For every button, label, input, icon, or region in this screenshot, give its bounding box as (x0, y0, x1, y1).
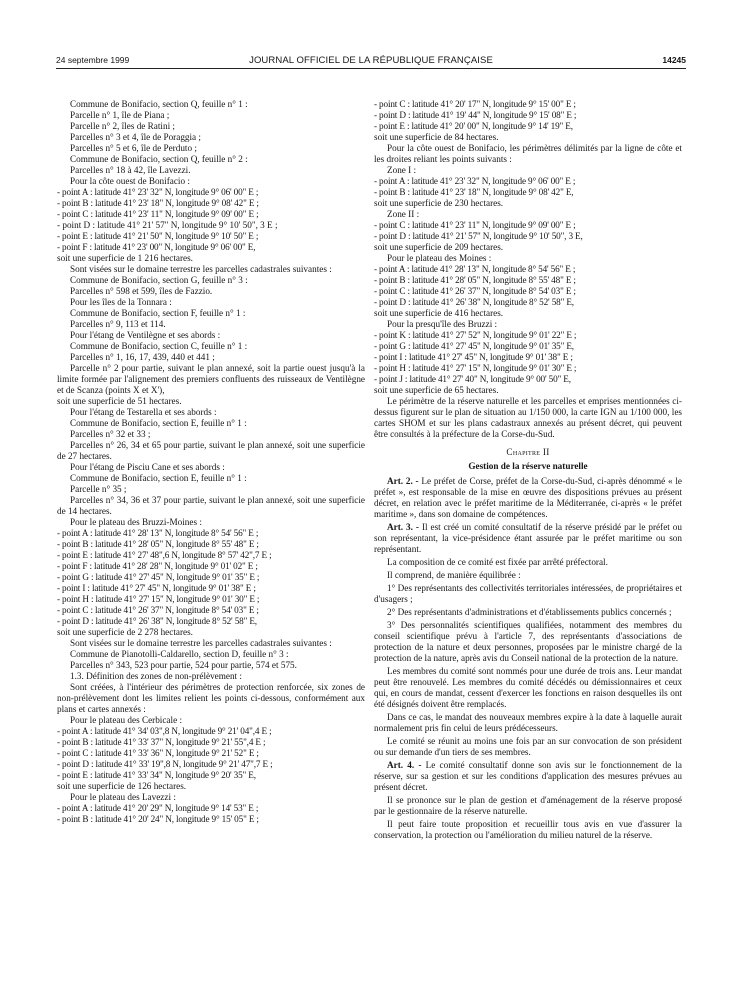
paragraph: soit une superficie de 416 hectares. (374, 308, 504, 318)
section-heading: 1.3. Définition des zones de non-prélèvement : (70, 671, 242, 681)
paragraph: Commune de Bonifacio, section Q, feuille n° 2 : (70, 154, 248, 164)
coordinate-line: - point A : latitude 41° 34' 03",8 N, longitude 9° 21' 04",4 E ; (57, 726, 272, 736)
paragraph: Parcelles n° 9, 113 et 114. (70, 319, 166, 329)
coordinate-line: - point B : latitude 41° 23' 18" N, longitude 9° 08' 42" E ; (57, 198, 259, 208)
coordinate-line: - point H : latitude 41° 27' 15" N, longitude 9° 01' 30" E ; (57, 594, 260, 604)
paragraph: Commune de Bonifacio, section G, feuille n° 3 : (70, 275, 248, 285)
paragraph: Il comprend, de manière équilibrée : (387, 570, 521, 580)
paragraph: Pour les îles de la Tonnara : (70, 297, 172, 307)
paragraph: Pour l'étang de Testarella et ses abords : (70, 407, 217, 417)
paragraph: Parcelles n° 32 et 33 ; (70, 429, 151, 439)
coordinate-line: - point D : latitude 41° 19' 44" N, longitude 9° 15' 08" E ; (374, 110, 577, 120)
paragraph: La composition de ce comité est fixée par arrêté préfectoral. (387, 557, 608, 567)
coordinate-line: - point F : latitude 41° 28' 28" N, longitude 9° 01' 02" E ; (57, 561, 258, 571)
paragraph: Commune de Bonifacio, section E, feuille n° 1 : (70, 418, 247, 428)
coordinate-line: - point E : latitude 41° 20' 00" N, longitude 9° 14' 19" E, (374, 121, 573, 131)
right-column (374, 99, 682, 841)
paragraph: Le périmètre de la réserve naturelle et les parcelles et emprises mentionnées ci-dessus figurent sur le plan de situation au 1/150 000, la carte IGN au 1/100 000, les cartes SHOM et sur les plans cadastraux annexés au présent décret, qui peuvent être consultés à la préfecture de la Corse-du-Sud. (374, 396, 682, 439)
paragraph: Pour la côte ouest de Bonifacio : (70, 176, 190, 186)
coordinate-line: - point B : latitude 41° 20' 24" N, longitude 9° 15' 05" E ; (57, 814, 259, 824)
paragraph: Commune de Bonifacio, section C, feuille n° 1 : (70, 341, 248, 351)
coordinate-line: - point D : latitude 41° 21' 57" N, longitude 9° 10' 50", 3 E ; (57, 220, 278, 230)
coordinate-line: - point J : latitude 41° 27' 40" N, longitude 9° 00' 50" E, (374, 374, 571, 384)
paragraph: soit une superficie de 2 278 hectares. (57, 627, 193, 637)
paragraph: Commune de Pianotolli-Caldarello, section D, feuille n° 3 : (70, 649, 289, 659)
paragraph: Pour le plateau des Lavezzi : (70, 792, 176, 802)
article-paragraph (374, 760, 682, 793)
coordinate-line: - point C : latitude 41° 23' 11" N, longitude 9° 09' 00" E ; (57, 209, 259, 219)
paragraph: Pour le plateau des Bruzzi-Moines : (70, 517, 202, 527)
paragraph: Pour la côte ouest de Bonifacio, les périmètres délimités par la ligne de côte et les droites reliant les points suivants : (374, 143, 682, 164)
article-text: Le comité consultatif donne son avis sur le fonctionnement de la réserve, sur sa gestion et sur les conditions d'application des mesures prévues au présent décret. (374, 760, 682, 792)
coordinate-line: - point I : latitude 41° 27' 45" N, longitude 9° 01' 38" E ; (374, 352, 573, 362)
coordinate-line: - point C : latitude 41° 26' 37" N, longitude 8° 54' 03" E ; (57, 605, 259, 615)
paragraph: soit une superficie de 230 hectares. (374, 198, 504, 208)
coordinate-line: - point A : latitude 41° 28' 13" N, longitude 8° 54' 56" E ; (374, 264, 576, 274)
header-date: 24 septembre 1999 (56, 55, 130, 65)
paragraph: soit une superficie de 209 hectares. (374, 242, 504, 252)
coordinate-line: - point D : latitude 41° 26' 38" N, longitude 8° 52' 58" E, (374, 297, 574, 307)
paragraph: Le comité se réunit au moins une fois par an sur convocation de son président ou sur demande d'un tiers de ses membres. (374, 736, 682, 757)
paragraph: 3° Des personnalités scientifiques qualifiées, notamment des membres du conseil scientifique prévu à l'article 7, des représentants d'associations de protection de la nature et deux personnes, proposées par le ministre chargé de la protection de la nature, après avis du Conseil national de la protection de la nature. (374, 620, 682, 663)
paragraph: Pour l'étang de Pisciu Cane et ses abords : (70, 462, 225, 472)
paragraph: Sont visées sur le domaine terrestre les parcelles cadastrales suivantes : (70, 638, 332, 648)
paragraph: Les membres du comité sont nommés pour une durée de trois ans. Leur mandat peut être renouvelé. Les membres du comité décédés ou démissionnaires et ceux qui, en cours de mandat, cessent d'exercer les fonctions en raison desquelles ils ont été désignés doivent être remplacés. (374, 666, 682, 709)
coordinate-line: - point A : latitude 41° 23' 32" N, longitude 9° 06' 00" E ; (374, 176, 576, 186)
coordinate-line: - point I : latitude 41° 27' 45" N, longitude 9° 01' 38" E ; (57, 583, 256, 593)
paragraph: Parcelles n° 1, 16, 17, 439, 440 et 441 ; (70, 352, 215, 362)
paragraph: Pour la presqu'île des Bruzzi : (387, 319, 498, 329)
paragraph: Commune de Bonifacio, section E, feuille n° 1 : (70, 473, 247, 483)
paragraph: Parcelles n° 598 et 599, îles de Fazzio. (70, 286, 213, 296)
coordinate-line: - point C : latitude 41° 20' 17" N, longitude 9° 15' 00" E ; (374, 99, 576, 109)
paragraph: Parcelle n° 1, île de Piana ; (70, 110, 170, 120)
coordinate-line: - point D : latitude 41° 21' 57" N, longitude 9° 10' 50", 3 E, (374, 231, 583, 241)
paragraph: Il se prononce sur le plan de gestion et d'aménagement de la réserve proposé par le gestionnaire de la réserve naturelle. (374, 795, 682, 816)
paragraph: Pour l'étang de Ventilègne et ses abords : (70, 330, 221, 340)
coordinate-line: - point A : latitude 41° 28' 13" N, longitude 8° 54' 56" E ; (57, 528, 259, 538)
paragraph: soit une superficie de 126 hectares. (57, 781, 187, 791)
article-text: Le préfet de Corse, préfet de la Corse-du-Sud, ci-après dénommé « le préfet », est responsable de la mise en œuvre des dispositions prévues au présent décret, en relation avec le préfet maritime de la Méditerranée, ci-après « le préfet maritime », dans son domaine de compétences. (374, 476, 682, 519)
paragraph: Dans ce cas, le mandat des nouveaux membres expire à la date à laquelle aurait normalement pris fin celui de leurs prédécesseurs. (374, 712, 682, 733)
paragraph: Parcelles n° 34, 36 et 37 pour partie, suivant le plan annexé, soit une superficie de 14 hectares. (57, 495, 365, 516)
paragraph: Sont visées sur le domaine terrestre les parcelles cadastrales suivantes : (70, 264, 332, 274)
paragraph: Parcelles n° 3 et 4, île de Poraggia ; (70, 132, 201, 142)
coordinate-line: - point D : latitude 41° 26' 38" N, longitude 8° 52' 58" E, (57, 616, 257, 626)
paragraph: Parcelles n° 26, 34 et 65 pour partie, suivant le plan annexé, soit une superficie de 27 hectares. (57, 440, 365, 461)
paragraph: Commune de Bonifacio, section Q, feuille n° 1 : (70, 99, 248, 109)
page-header (56, 55, 686, 69)
paragraph: Pour le plateau des Moines : (387, 253, 492, 263)
zone-label: Zone II : (387, 209, 420, 219)
left-column (57, 99, 365, 825)
zone-label: Zone I : (387, 165, 417, 175)
paragraph: Pour le plateau des Cerbicale : (70, 715, 182, 725)
paragraph: soit une superficie de 65 hectares. (374, 385, 499, 395)
paragraph: Parcelles n° 5 et 6, île de Perduto ; (70, 143, 197, 153)
coordinate-line: - point B : latitude 41° 28' 05" N, longitude 8° 55' 48" E ; (57, 539, 259, 549)
coordinate-line: - point E : latitude 41° 33' 34" N, longitude 9° 20' 35" E, (57, 770, 256, 780)
coordinate-line: - point E : latitude 41° 21' 50" N, longitude 9° 10' 50" E ; (57, 231, 259, 241)
paragraph: Commune de Bonifacio, section F, feuille n° 1 : (70, 308, 246, 318)
coordinate-line: - point E : latitude 41° 27' 48",6 N, longitude 8° 57' 42",7 E ; (57, 550, 272, 560)
article-label: Art. 4. - (387, 760, 426, 770)
paragraph: soit une superficie de 1 216 hectares. (57, 253, 193, 263)
coordinate-line: - point B : latitude 41° 33' 37" N, longitude 9° 21' 55",4 E ; (57, 737, 266, 747)
coordinate-line: - point K : latitude 41° 27' 52" N, longitude 9° 01' 22" E ; (374, 330, 577, 340)
coordinate-line: - point C : latitude 41° 33' 36" N, longitude 9° 21' 52" E ; (57, 748, 259, 758)
header-rule (56, 68, 686, 69)
paragraph: soit une superficie de 51 hectares. (57, 396, 182, 406)
coordinate-line: - point B : latitude 41° 23' 18" N, longitude 9° 08' 42" E, (374, 187, 574, 197)
paragraph: Parcelles n° 343, 523 pour partie, 524 pour partie, 574 et 575. (70, 660, 297, 670)
article-paragraph (374, 476, 682, 520)
section-title: Gestion de la réserve naturelle (468, 461, 588, 471)
article-label: Art. 3. - (387, 522, 422, 532)
paragraph: soit une superficie de 84 hectares. (374, 132, 499, 142)
coordinate-line: - point C : latitude 41° 23' 11" N, longitude 9° 09' 00" E ; (374, 220, 576, 230)
coordinate-line: - point A : latitude 41° 23' 32" N, longitude 9° 06' 00" E ; (57, 187, 259, 197)
article-paragraph (374, 522, 682, 555)
paragraph: Parcelle n° 2 pour partie, suivant le plan annexé, soit la partie ouest jusqu'à la limite formée par l'alignement des premiers confluents des ruisseaux de Ventilègne et de Scanza (points X et X'), (57, 363, 365, 395)
paragraph: Parcelle n° 35 ; (70, 484, 127, 494)
paragraph: Parcelles n° 18 à 42, île Lavezzi. (70, 165, 191, 175)
article-label: Art. 2. - (387, 476, 422, 486)
paragraph: 1° Des représentants des collectivités territoriales intéressées, de propriétaires et d'usagers ; (374, 583, 682, 604)
coordinate-line: - point F : latitude 41° 23' 00" N, longitude 9° 06' 00" E, (57, 242, 256, 252)
page-number: 14245 (662, 55, 686, 65)
coordinate-line: - point C : latitude 41° 26' 37" N, longitude 8° 54' 03" E ; (374, 286, 576, 296)
coordinate-line: - point H : latitude 41° 27' 15" N, longitude 9° 01' 30" E ; (374, 363, 577, 373)
journal-title: JOURNAL OFFICIEL DE LA RÉPUBLIQUE FRANÇAISE (249, 55, 493, 66)
coordinate-line: - point G : latitude 41° 27' 45" N, longitude 9° 01' 35" E, (374, 341, 574, 351)
coordinate-line: - point G : latitude 41° 27' 45" N, longitude 9° 01' 35" E ; (57, 572, 260, 582)
paragraph: Parcelle n° 2, îles de Ratini ; (70, 121, 175, 131)
article-text: Il est créé un comité consultatif de la réserve présidé par le préfet ou son représentant, la vice-présidence étant assurée par le préfet maritime ou son représentant. (374, 522, 682, 554)
paragraph: Il peut faire toute proposition et recueillir tous avis en vue d'assurer la conservation, la protection ou l'amélioration du milieu naturel de la réserve. (374, 819, 682, 840)
chapter-heading: Chapitre II (506, 447, 550, 457)
coordinate-line: - point B : latitude 41° 28' 05" N, longitude 8° 55' 48" E ; (374, 275, 576, 285)
paragraph: 2° Des représentants d'administrations et d'établissements publics concernés ; (387, 607, 672, 617)
coordinate-line: - point A : latitude 41° 20' 29" N, longitude 9° 14' 53" E ; (57, 803, 259, 813)
coordinate-line: - point D : latitude 41° 33' 19",8 N, longitude 9° 21' 47",7 E ; (57, 759, 273, 769)
paragraph: Sont créées, à l'intérieur des périmètres de protection renforcée, six zones de non-prélèvement dont les limites relient les points ci-dessous, conformément aux plans et cartes annexés : (57, 682, 365, 714)
